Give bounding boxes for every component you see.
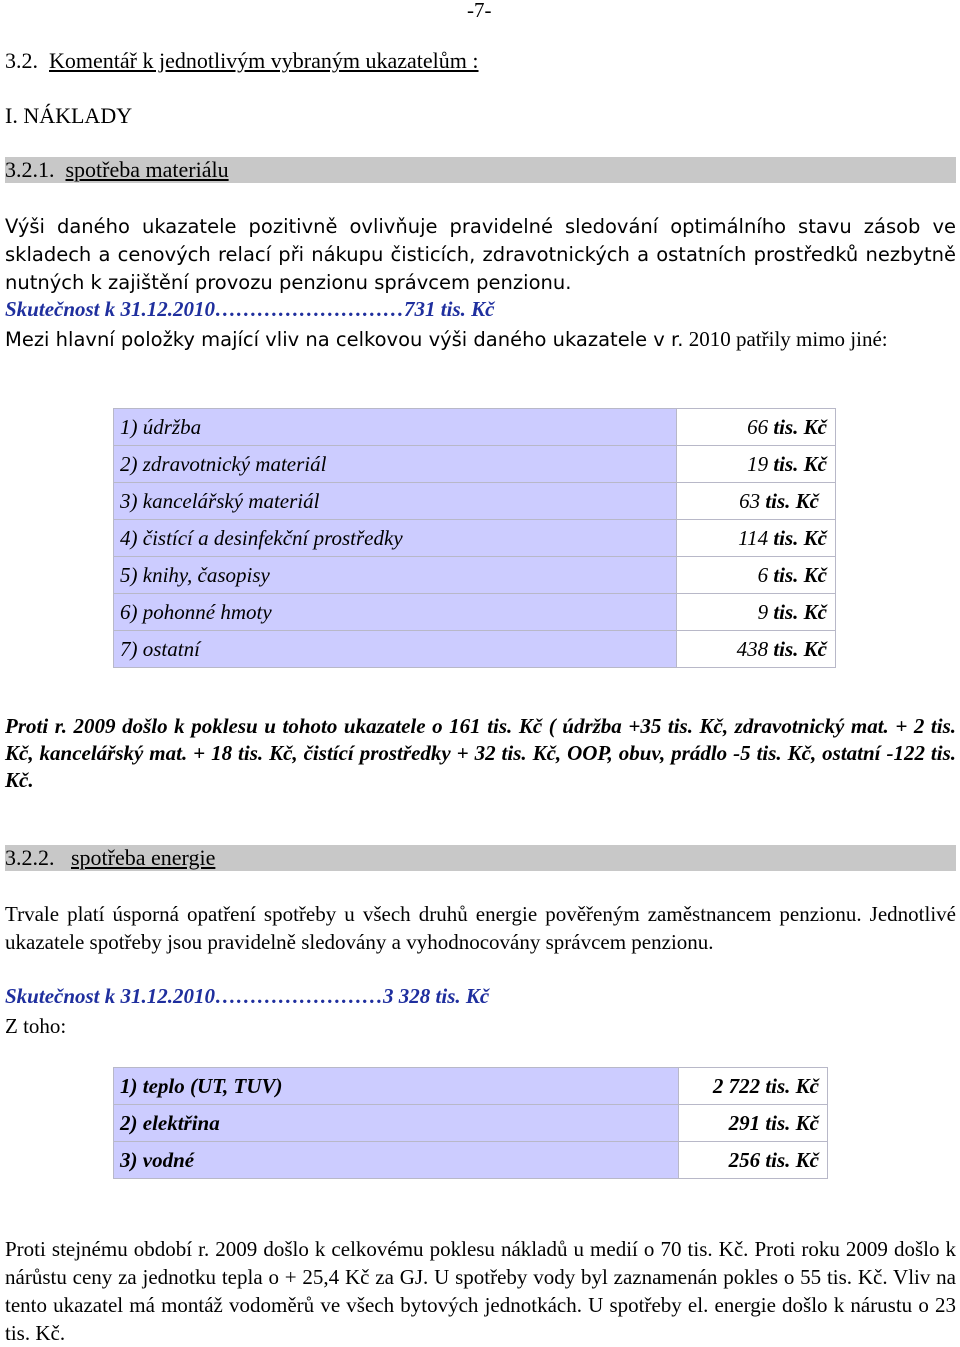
section-number: 3.2.	[5, 48, 38, 73]
table-row	[114, 520, 836, 557]
table-row	[114, 446, 836, 483]
row-name: 6) pohonné hmoty	[114, 594, 677, 631]
row-amount: 438 tis. Kč	[677, 631, 836, 668]
page-number: -7-	[467, 0, 492, 22]
row-amount: 6 tis. Kč	[677, 557, 836, 594]
subsection-title: spotřeba energie	[71, 845, 216, 870]
energy-actual: Skutečnost k 31.12.2010……………………3 328 tis. Kč	[5, 984, 490, 1008]
material-table	[113, 408, 836, 668]
table-row	[114, 1105, 828, 1142]
table-row	[114, 409, 836, 446]
section-title: Komentář k jednotlivým vybraným ukazatelům :	[49, 48, 479, 73]
row-amount: 2 722 tis. Kč	[679, 1068, 828, 1105]
table-row	[114, 483, 836, 520]
row-name: 4) čistící a desinfekční prostředky	[114, 520, 677, 557]
row-name: 2) zdravotnický materiál	[114, 446, 677, 483]
row-name: 5) knihy, časopisy	[114, 557, 677, 594]
row-name: 3) kancelářský materiál	[114, 483, 677, 520]
energy-comparison: Proti stejnému období r. 2009 došlo k celkovému poklesu nákladů u medií o 70 tis. Kč. Proti roku 2009 došlo k nárůstu ceny za jednotku tepla o + 25,4 Kč za GJ. U spotřeby vody byl zaznamenán pokles o 55 tis. Kč. Vliv na tento ukazatel má montáž vodoměrů ve všech bytových jednotkách. U spotřeby el. energie došlo k nárustu o 23 tis. Kč.	[5, 1237, 956, 1345]
row-name: 1) údržba	[114, 409, 677, 446]
row-name: 3) vodné	[114, 1142, 679, 1179]
table-row	[114, 594, 836, 631]
energy-of-which: Z toho:	[5, 1014, 67, 1038]
row-amount: 19 tis. Kč	[677, 446, 836, 483]
row-amount: 256 tis. Kč	[679, 1142, 828, 1179]
subsection-heading-321	[5, 157, 229, 183]
table-row	[114, 557, 836, 594]
material-intro	[5, 325, 956, 354]
table-row	[114, 1068, 828, 1105]
row-name: 1) teplo (UT, TUV)	[114, 1068, 679, 1105]
energy-paragraph: Trvale platí úsporná opatření spotřeby u všech druhů energie pověřeným zaměstnancem penzionu. Jednotlivé ukazatele spotřeby jsou pravidelně sledovány a vyhodnocovány správcem penzionu.	[5, 902, 956, 954]
chapter-heading: I. NÁKLADY	[5, 103, 133, 128]
section-heading	[5, 48, 479, 74]
material-comparison: Proti r. 2009 došlo k poklesu u tohoto ukazatele o 161 tis. Kč ( údržba +35 tis. Kč, zdravotnický mat. + 2 tis. Kč, kancelářský mat. + 18 tis. Kč, čistící prostředky + 32 tis. Kč, OOP, obuv, prádlo -5 tis. Kč, ostatní -122 tis. Kč.	[5, 714, 956, 792]
material-intro-a: Mezi hlavní položky mající vliv na celkovou výši daného ukazatele v r.	[5, 328, 684, 351]
row-amount: 114 tis. Kč	[677, 520, 836, 557]
material-actual: Skutečnost k 31.12.2010………………………731 tis. Kč	[5, 297, 495, 321]
row-amount: 66 tis. Kč	[677, 409, 836, 446]
subsection-heading-322	[5, 845, 215, 871]
material-paragraph: Výši daného ukazatele pozitivně ovlivňuje pravidelné sledování optimálního stavu zásob ve skladech a cenových relací při nákupu čisticích, zdravotnických a ostatních prostředků nezbytně nutných k zajištění provozu penzionu správcem penzionu.	[5, 215, 956, 294]
row-amount: 9 tis. Kč	[677, 594, 836, 631]
row-amount: 63 tis. Kč	[677, 483, 836, 520]
subsection-title: spotřeba materiálu	[65, 157, 229, 182]
subsection-number: 3.2.2.	[5, 845, 55, 870]
row-name: 7) ostatní	[114, 631, 677, 668]
subsection-number: 3.2.1.	[5, 157, 55, 182]
material-intro-b: 2010 patřily mimo jiné:	[688, 327, 888, 351]
energy-table	[113, 1067, 828, 1179]
table-row	[114, 1142, 828, 1179]
row-amount: 291 tis. Kč	[679, 1105, 828, 1142]
row-name: 2) elektřina	[114, 1105, 679, 1142]
table-row	[114, 631, 836, 668]
